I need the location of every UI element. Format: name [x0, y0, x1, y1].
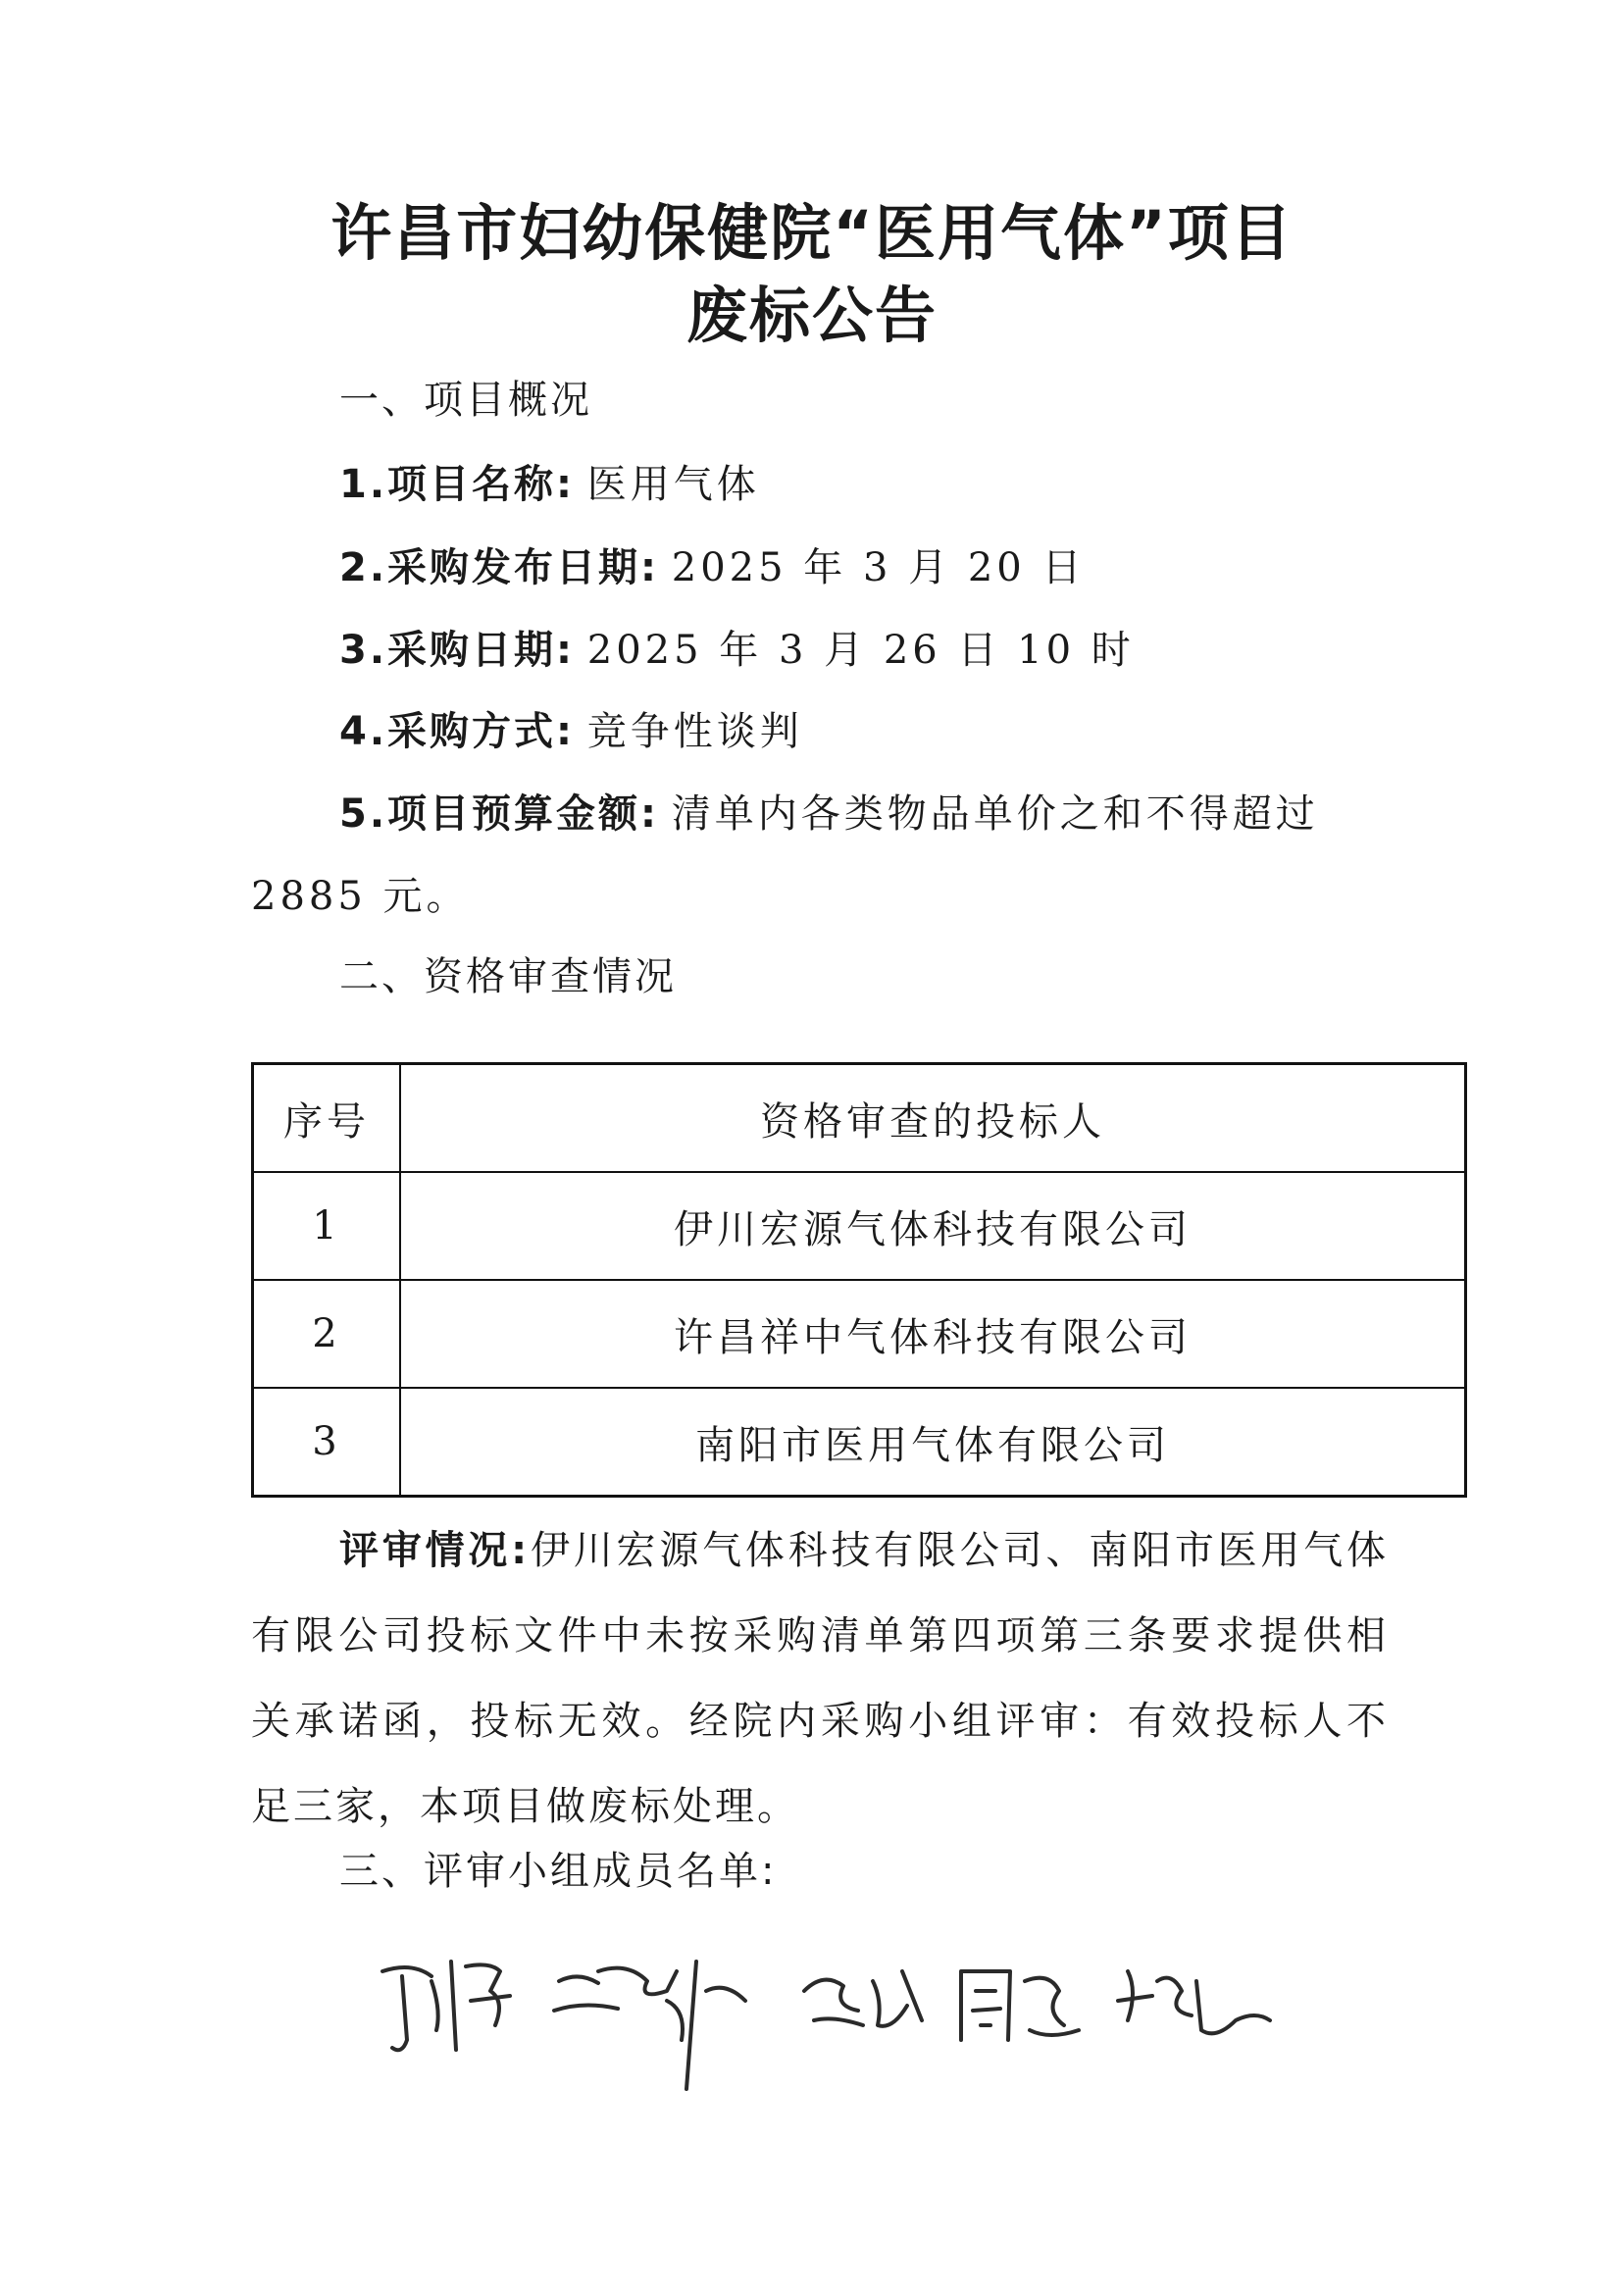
handwritten-signatures-image: [373, 1932, 1275, 2109]
review-text: 伊川宏源气体科技有限公司、南阳市医用气体有限公司投标文件中未按采购清单第四项第三条要求提供相关承诺函，投标无效。经院内采购小组评审：有效投标人不足三家，本项目做废标处理。: [251, 1528, 1390, 1829]
column-header-bidder: 资格审查的投标人: [400, 1064, 1466, 1173]
section2-heading: 二、资格审查情况: [339, 954, 677, 999]
member-signatures: [373, 1932, 1275, 2109]
publish-date-row: [339, 540, 1085, 595]
review-paragraph: [251, 1508, 1389, 1850]
qualification-table: [251, 1062, 1467, 1498]
publish-date-label: 2.采购发布日期:: [339, 545, 660, 590]
review-label: 评审情况:: [339, 1528, 531, 1573]
table-row: [253, 1280, 1466, 1388]
procurement-date-value: 2025 年 3 月 26 日 10 时: [586, 628, 1135, 673]
table-cell-bidder: 许昌祥中气体科技有限公司: [400, 1280, 1466, 1388]
document-title-line1: 许昌市妇幼保健院“医用气体”项目: [330, 197, 1294, 269]
section1-heading: 一、项目概况: [339, 378, 592, 423]
table-row: [253, 1172, 1466, 1280]
table-cell-bidder: 伊川宏源气体科技有限公司: [400, 1172, 1466, 1280]
procurement-date-label: 3.采购日期:: [339, 628, 576, 673]
document-title-line2: 废标公告: [685, 280, 938, 351]
procurement-method-row: [339, 704, 803, 759]
project-name-value: 医用气体: [586, 462, 760, 507]
budget-value: 清单内各类物品单价之和不得超过: [671, 791, 1319, 837]
project-name-label: 1.项目名称:: [339, 462, 576, 507]
budget-label: 5.项目预算金额:: [339, 791, 660, 837]
section3-heading: 三、评审小组成员名单:: [339, 1849, 778, 1894]
project-name-row: [339, 457, 760, 512]
table-cell-number: 1: [253, 1172, 401, 1280]
procurement-date-row: [339, 623, 1135, 678]
budget-value-continued: 2885 元。: [251, 874, 470, 919]
procurement-method-value: 竞争性谈判: [586, 709, 803, 754]
table-cell-number: 2: [253, 1280, 401, 1388]
table-header-row: [253, 1064, 1466, 1173]
budget-row: [339, 787, 1319, 841]
table-row: [253, 1388, 1466, 1497]
procurement-method-label: 4.采购方式:: [339, 709, 576, 754]
column-header-number: 序号: [253, 1064, 401, 1173]
table-cell-bidder: 南阳市医用气体有限公司: [400, 1388, 1466, 1497]
publish-date-value: 2025 年 3 月 20 日: [671, 545, 1086, 590]
table-cell-number: 3: [253, 1388, 401, 1497]
